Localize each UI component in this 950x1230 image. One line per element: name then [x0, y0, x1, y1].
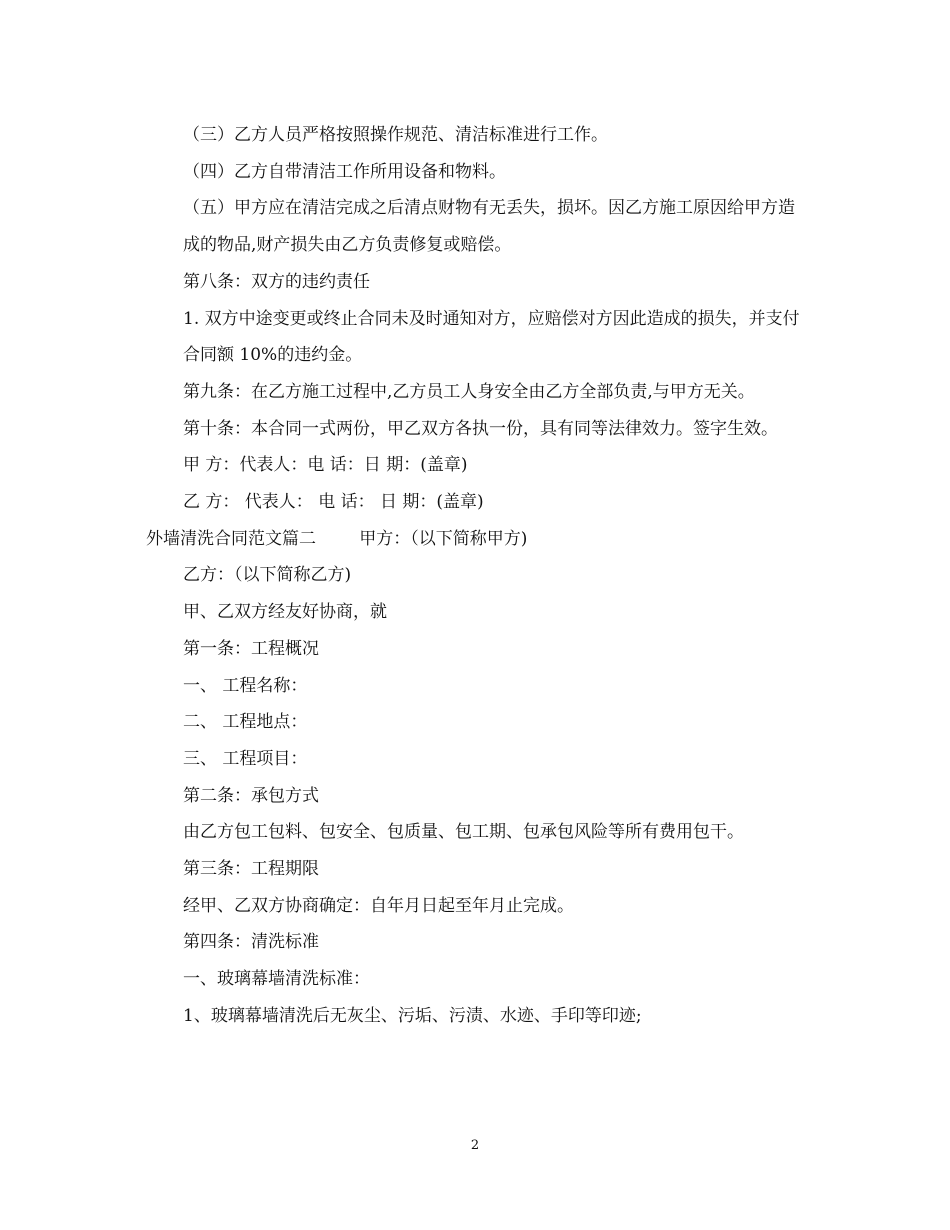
paragraph: 一、玻璃幕墙清洗标准：: [183, 969, 370, 990]
paragraph: 一、 工程名称：: [183, 675, 308, 696]
paragraph: 经甲、乙双方协商确定：自年月日起至年月止完成。: [183, 895, 574, 916]
page-number: 2: [470, 1138, 480, 1153]
paragraph: 1、玻璃幕墙清洗后无灰尘、污垢、污渍、水迹、手印等印迹;: [183, 1005, 642, 1026]
paragraph: 由乙方包工包料、包安全、包质量、包工期、包承包风险等所有费用包干。: [183, 822, 744, 843]
paragraph: 甲、乙双方经友好协商，就: [183, 602, 387, 623]
paragraph: （五）甲方应在清洁完成之后清点财物有无丢失，损坏。因乙方施工原因给甲方造成的物品,财产损失由乙方负责修复或赔偿。: [183, 198, 795, 256]
paragraph: 第十条：本合同一式两份，甲乙双方各执一份，具有同等法律效力。签字生效。: [183, 418, 778, 439]
paragraph: （四）乙方自带清洁工作所用设备和物料。: [183, 161, 506, 182]
paragraph: 三、 工程项目：: [183, 748, 308, 769]
paragraph: 乙方：（以下简称乙方): [183, 565, 352, 586]
document-body: [146, 117, 806, 1035]
paragraph: 第二条：承包方式: [183, 785, 319, 806]
paragraph: 第八条：双方的违约责任: [183, 271, 370, 292]
paragraph: 第一条：工程概况: [183, 638, 319, 659]
paragraph: 外墙清洗合同范文篇二 甲方：（以下简称甲方): [146, 528, 528, 549]
paragraph: 1. 双方中途变更或终止合同未及时通知对方，应赔偿对方因此造成的损失，并支付合同额 10%的违约金。: [183, 308, 800, 366]
paragraph: 乙 方： 代表人： 电 话： 日 期：(盖章): [183, 492, 484, 513]
paragraph: 第九条：在乙方施工过程中,乙方员工人身安全由乙方全部负责,与甲方无关。: [183, 381, 755, 402]
paragraph: 甲 方：代表人：电 话：日 期：(盖章): [183, 455, 468, 476]
paragraph: 第三条：工程期限: [183, 859, 319, 880]
paragraph: （三）乙方人员严格按照操作规范、清洁标准进行工作。: [183, 125, 608, 145]
paragraph: 二、 工程地点：: [183, 712, 308, 733]
paragraph: 第四条：清洗标准: [183, 932, 319, 953]
